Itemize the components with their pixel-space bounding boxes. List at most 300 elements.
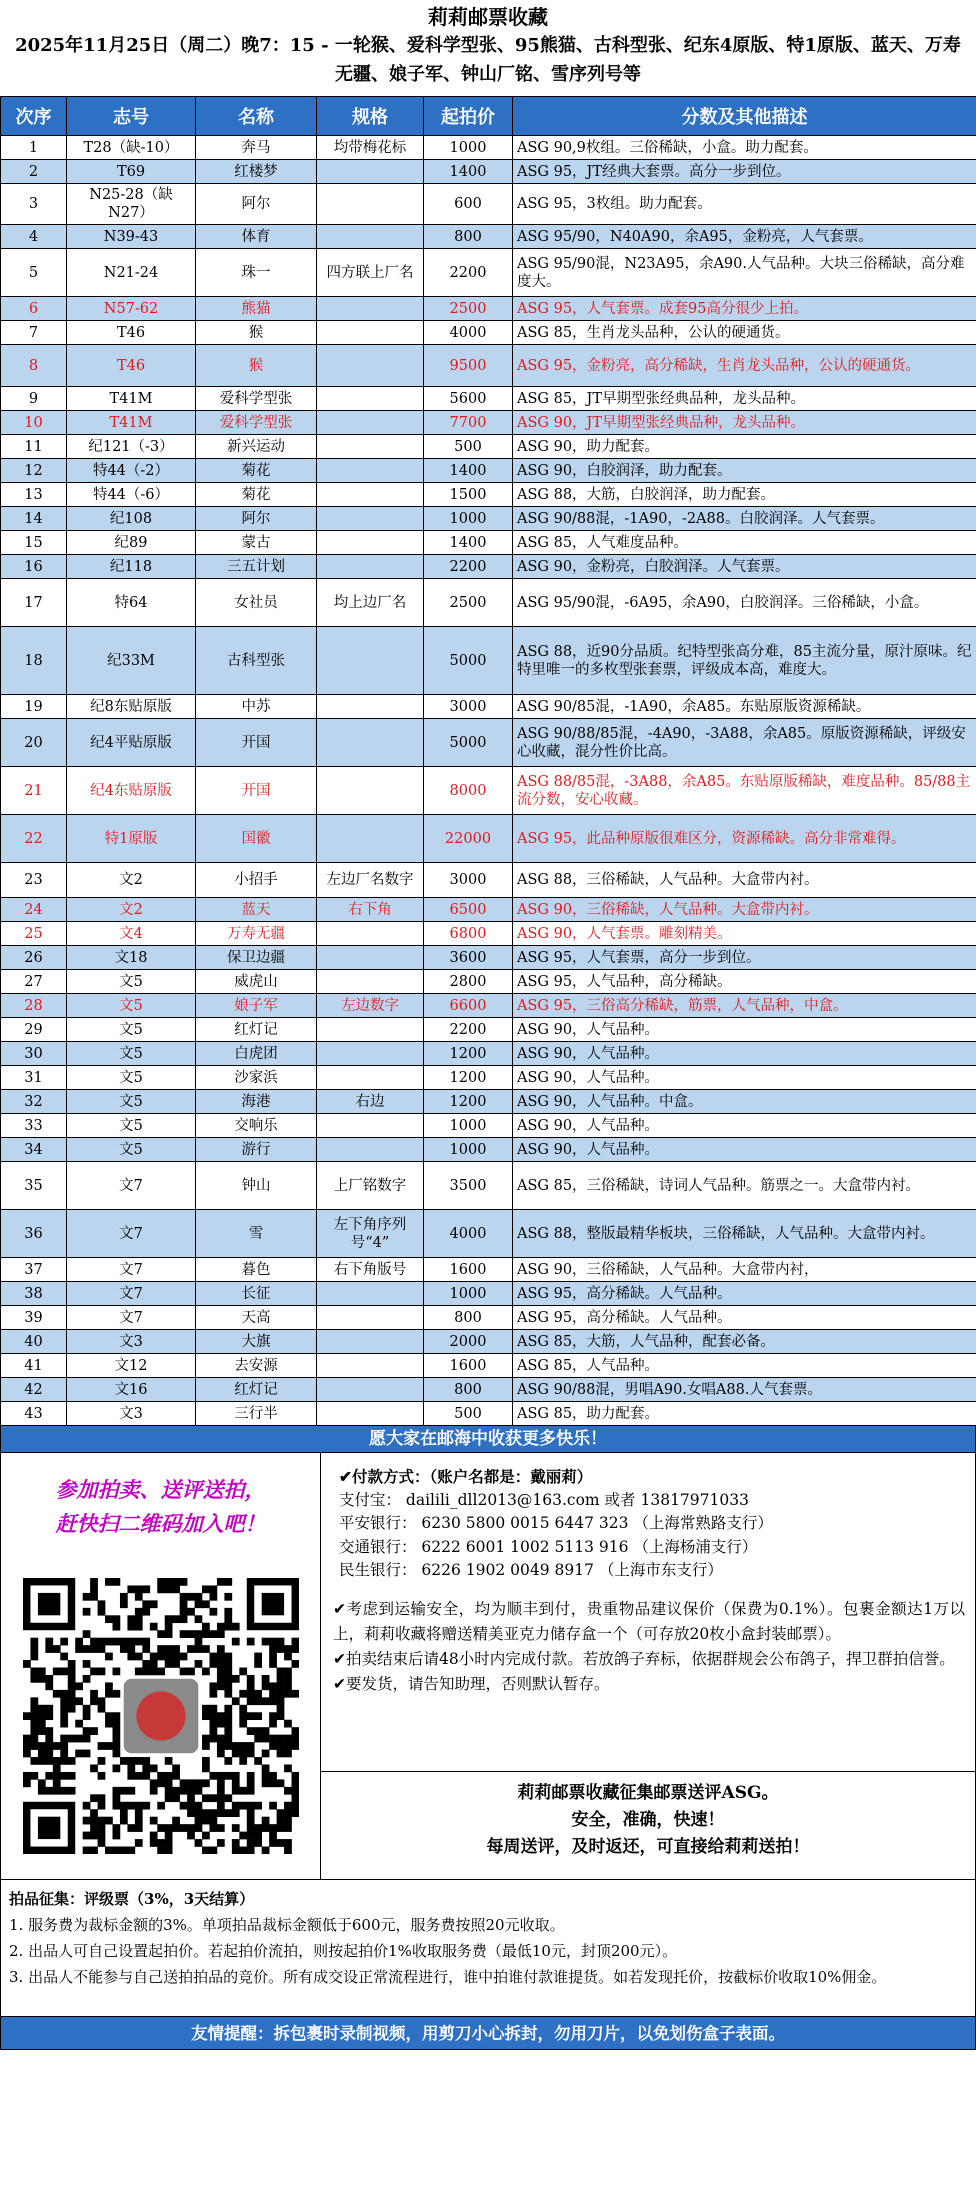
lot-no: 20: [1, 719, 67, 767]
lot-code: 文5: [67, 1090, 196, 1114]
lot-desc: ASG 95，人气套票，高分一步到位。: [513, 946, 976, 970]
lot-spec: [317, 815, 424, 863]
lot-code: 纪8东贴原版: [67, 695, 196, 719]
table-row: [1, 579, 976, 627]
lot-spec: 右下角: [317, 898, 424, 922]
lot-spec: [317, 767, 424, 815]
lot-code: 特44（-6）: [67, 483, 196, 507]
lot-desc: ASG 85，助力配套。: [513, 1402, 976, 1426]
lot-spec: [317, 1330, 424, 1354]
lot-desc: ASG 95/90混，N23A95，余A90.人气品种。大块三俗稀缺，高分难度大。: [513, 249, 976, 297]
table-row: [1, 136, 976, 160]
lot-price: 4000: [424, 1210, 513, 1258]
table-row: [1, 160, 976, 184]
lot-name: 雪: [196, 1210, 317, 1258]
auction-description: 2025年11月25日（周二）晚7：15 - 一轮猴、爱科学型张、95熊猫、古科型张、纪东4原版、特1原版、蓝天、万寿无疆、娘子军、钟山厂铭、雪序列号等: [15, 35, 961, 85]
lot-spec: [317, 1018, 424, 1042]
lot-code: 文7: [67, 1258, 196, 1282]
table-row: [1, 863, 976, 898]
lot-desc: ASG 95，人气套票。成套95高分很少上拍。: [513, 297, 976, 321]
lot-spec: [317, 297, 424, 321]
lot-name: 红楼梦: [196, 160, 317, 184]
promo-line-2: 安全，准确，快速！: [571, 1810, 725, 1830]
lot-name: 红灯记: [196, 1378, 317, 1402]
lot-price: 3500: [424, 1162, 513, 1210]
lot-no: 14: [1, 507, 67, 531]
lot-desc: ASG 95，三俗高分稀缺，筋票，人气品种，中盒。: [513, 994, 976, 1018]
lot-spec: [317, 1066, 424, 1090]
friendly-reminder: 友情提醒：拆包裹时录制视频，用剪刀小心拆封，勿用刀片，以免划伤盒子表面。: [0, 2017, 976, 2050]
consign-term-1: 1. 服务费为裁标金额的3%。单项拍品裁标金额低于600元，服务费按照20元收取。: [9, 1916, 565, 1934]
lot-code: 文2: [67, 863, 196, 898]
table-row: [1, 1330, 976, 1354]
lot-name: 体育: [196, 225, 317, 249]
lot-name: 小招手: [196, 863, 317, 898]
lot-code: 文5: [67, 1018, 196, 1042]
join-line-2: 赶快扫二维码加入吧！: [55, 1511, 266, 1536]
lot-price: 1600: [424, 1258, 513, 1282]
lot-no: 22: [1, 815, 67, 863]
promo-line-1: 莉莉邮票收藏征集邮票送评ASG。: [517, 1783, 779, 1803]
lot-code: T69: [67, 160, 196, 184]
lot-desc: ASG 90/88/85混，-4A90，-3A88，余A85。原版资源稀缺，评级安心收藏，混分性价比高。: [513, 719, 976, 767]
lot-code: 纪118: [67, 555, 196, 579]
lot-desc: ASG 90，人气品种。: [513, 1042, 976, 1066]
lot-price: 1000: [424, 136, 513, 160]
lot-desc: ASG 90，JT早期型张经典品种，龙头品种。: [513, 411, 976, 435]
lot-desc: ASG 90/88混，-1A90，-2A88。白胶润泽。人气套票。: [513, 507, 976, 531]
lot-desc: ASG 90，白胶润泽，助力配套。: [513, 459, 976, 483]
lot-code: 文7: [67, 1306, 196, 1330]
lot-desc: ASG 95，金粉亮，高分稀缺，生肖龙头品种，公认的硬通货。: [513, 345, 976, 387]
lot-price: 800: [424, 225, 513, 249]
lot-no: 42: [1, 1378, 67, 1402]
lot-spec: [317, 459, 424, 483]
lot-code: T46: [67, 345, 196, 387]
lot-price: 2200: [424, 555, 513, 579]
table-row: [1, 411, 976, 435]
lot-spec: [317, 435, 424, 459]
lot-price: 1000: [424, 1138, 513, 1162]
lot-no: 24: [1, 898, 67, 922]
lot-no: 6: [1, 297, 67, 321]
lot-no: 34: [1, 1138, 67, 1162]
lot-desc: ASG 88，整版最精华板块，三俗稀缺，人气品种。大盒带内衬。: [513, 1210, 976, 1258]
lot-code: T28（缺-10）: [67, 136, 196, 160]
lot-no: 4: [1, 225, 67, 249]
lot-name: 女社员: [196, 579, 317, 627]
lot-price: 800: [424, 1306, 513, 1330]
lot-spec: 右下角版号: [317, 1258, 424, 1282]
note-shipping: ✔考虑到运输安全，均为顺丰到付，贵重物品建议保价（保费为0.1%）。包裹金额达1万以上，莉莉收藏将赠送精美亚克力储存盒一个（可存放20枚小盒封装邮票）。: [333, 1599, 965, 1643]
lot-spec: [317, 719, 424, 767]
table-row: [1, 1138, 976, 1162]
lot-spec: 均上边厂名: [317, 579, 424, 627]
lot-no: 15: [1, 531, 67, 555]
table-row: [1, 531, 976, 555]
lot-no: 19: [1, 695, 67, 719]
lot-no: 37: [1, 1258, 67, 1282]
lot-price: 500: [424, 1402, 513, 1426]
lot-desc: ASG 90/88混，男唱A90.女唱A88.人气套票。: [513, 1378, 976, 1402]
lot-no: 32: [1, 1090, 67, 1114]
lot-price: 1400: [424, 160, 513, 184]
lot-name: 三五计划: [196, 555, 317, 579]
lot-desc: ASG 90/85混，-1A90，余A85。东贴原版资源稀缺。: [513, 695, 976, 719]
lot-price: 5000: [424, 719, 513, 767]
well-wishes-banner: 愿大家在邮海中收获更多快乐！: [0, 1426, 976, 1453]
lot-code: N39-43: [67, 225, 196, 249]
lot-price: 6600: [424, 994, 513, 1018]
lot-spec: 右边: [317, 1090, 424, 1114]
lot-name: 娘子军: [196, 994, 317, 1018]
lot-desc: ASG 85，三俗稀缺，诗词人气品种。筋票之一。大盒带内衬。: [513, 1162, 976, 1210]
lot-price: 6800: [424, 922, 513, 946]
lot-desc: ASG 85，大筋，人气品种，配套必备。: [513, 1330, 976, 1354]
lot-spec: [317, 1042, 424, 1066]
lot-name: 中苏: [196, 695, 317, 719]
table-header-row: [1, 97, 976, 136]
lot-name: 开国: [196, 767, 317, 815]
lot-spec: [317, 555, 424, 579]
lot-desc: ASG 95，高分稀缺。人气品种。: [513, 1282, 976, 1306]
lot-price: 3600: [424, 946, 513, 970]
lot-spec: 左边数字: [317, 994, 424, 1018]
lot-code: N57-62: [67, 297, 196, 321]
lot-desc: ASG 85，生肖龙头品种，公认的硬通货。: [513, 321, 976, 345]
lot-no: 9: [1, 387, 67, 411]
lot-price: 1200: [424, 1066, 513, 1090]
lot-spec: [317, 531, 424, 555]
lot-code: 文5: [67, 1138, 196, 1162]
lot-name: 猴: [196, 321, 317, 345]
table-row: [1, 483, 976, 507]
lot-code: 文5: [67, 1114, 196, 1138]
table-row: [1, 1354, 976, 1378]
lot-no: 40: [1, 1330, 67, 1354]
col-header-spec: 规格: [317, 97, 424, 136]
lot-name: 古科型张: [196, 627, 317, 695]
lot-no: 1: [1, 136, 67, 160]
payment-bocom-bank: 交通银行： 6222 6001 1002 5113 916 （上海杨浦支行）: [339, 1537, 758, 1556]
table-row: [1, 1066, 976, 1090]
lot-spec: [317, 1306, 424, 1330]
table-row: [1, 970, 976, 994]
lot-price: 1200: [424, 1042, 513, 1066]
lot-spec: [317, 627, 424, 695]
table-row: [1, 627, 976, 695]
lot-price: 3000: [424, 695, 513, 719]
col-header-desc: 分数及其他描述: [513, 97, 976, 136]
table-row: [1, 1306, 976, 1330]
lot-spec: [317, 1378, 424, 1402]
table-row: [1, 435, 976, 459]
join-column: [1, 1453, 321, 1879]
lot-spec: [317, 1354, 424, 1378]
lot-name: 保卫边疆: [196, 946, 317, 970]
lot-code: 文18: [67, 946, 196, 970]
lot-code: 文5: [67, 1042, 196, 1066]
table-row: [1, 1018, 976, 1042]
lot-spec: [317, 483, 424, 507]
table-row: [1, 507, 976, 531]
lot-spec: [317, 507, 424, 531]
lot-spec: [317, 184, 424, 225]
lot-no: 3: [1, 184, 67, 225]
lot-code: 纪89: [67, 531, 196, 555]
lot-code: 纪4平贴原版: [67, 719, 196, 767]
table-row: [1, 321, 976, 345]
lot-spec: [317, 411, 424, 435]
lot-price: 800: [424, 1378, 513, 1402]
lot-no: 31: [1, 1066, 67, 1090]
lot-name: 新兴运动: [196, 435, 317, 459]
lot-name: 菊花: [196, 459, 317, 483]
lot-no: 21: [1, 767, 67, 815]
col-header-no: 次序: [1, 97, 67, 136]
lot-name: 海港: [196, 1090, 317, 1114]
lot-name: 长征: [196, 1282, 317, 1306]
lot-desc: ASG 90，人气品种。: [513, 1018, 976, 1042]
lot-desc: ASG 95，高分稀缺。人气品种。: [513, 1306, 976, 1330]
lot-desc: ASG 90，助力配套。: [513, 435, 976, 459]
lot-no: 26: [1, 946, 67, 970]
lot-price: 2500: [424, 297, 513, 321]
lot-price: 7700: [424, 411, 513, 435]
lot-price: 1400: [424, 531, 513, 555]
col-header-code: 志号: [67, 97, 196, 136]
lot-code: N25-28（缺N27）: [67, 184, 196, 225]
lot-price: 3000: [424, 863, 513, 898]
lot-price: 2200: [424, 249, 513, 297]
info-section: [0, 1453, 976, 1879]
table-row: [1, 767, 976, 815]
payment-pingan-bank: 平安银行： 6230 5800 0015 6447 323 （上海常熟路支行）: [339, 1514, 773, 1532]
lot-price: 1000: [424, 1282, 513, 1306]
lot-code: 文3: [67, 1402, 196, 1426]
lot-desc: ASG 95/90混，-6A95，余A90，白胶润泽。三俗稀缺，小盒。: [513, 579, 976, 627]
lot-name: 爱科学型张: [196, 411, 317, 435]
lot-no: 33: [1, 1114, 67, 1138]
lot-price: 2500: [424, 579, 513, 627]
lot-code: T41M: [67, 387, 196, 411]
lot-code: 文3: [67, 1330, 196, 1354]
lot-no: 29: [1, 1018, 67, 1042]
lot-spec: 均带梅花标: [317, 136, 424, 160]
table-row: [1, 922, 976, 946]
lot-no: 16: [1, 555, 67, 579]
lot-spec: [317, 1138, 424, 1162]
lot-spec: [317, 946, 424, 970]
lot-name: 红灯记: [196, 1018, 317, 1042]
lot-price: 4000: [424, 321, 513, 345]
payment-info: [321, 1453, 975, 1583]
lot-price: 22000: [424, 815, 513, 863]
lot-name: 菊花: [196, 483, 317, 507]
lot-price: 1500: [424, 483, 513, 507]
table-row: [1, 695, 976, 719]
lot-code: 纪33M: [67, 627, 196, 695]
lot-code: 文5: [67, 994, 196, 1018]
lot-price: 2000: [424, 1330, 513, 1354]
lot-spec: [317, 695, 424, 719]
lot-name: 威虎山: [196, 970, 317, 994]
lot-code: 文7: [67, 1282, 196, 1306]
lot-desc: ASG 85，人气品种。: [513, 1354, 976, 1378]
lot-spec: 左边厂名数字: [317, 863, 424, 898]
lot-name: 国徽: [196, 815, 317, 863]
lot-spec: [317, 387, 424, 411]
lot-name: 去安源: [196, 1354, 317, 1378]
lot-no: 11: [1, 435, 67, 459]
payment-minsheng-bank: 民生银行： 6226 1902 0049 8917 （上海市东支行）: [339, 1561, 723, 1579]
lot-code: 特44（-2）: [67, 459, 196, 483]
col-header-name: 名称: [196, 97, 317, 136]
lot-no: 5: [1, 249, 67, 297]
table-row: [1, 345, 976, 387]
lot-code: 文7: [67, 1162, 196, 1210]
lot-desc: ASG 88/85混，-3A88，余A85。东贴原版稀缺，难度品种。85/88主流分数，安心收藏。: [513, 767, 976, 815]
table-row: [1, 1402, 976, 1426]
lot-no: 35: [1, 1162, 67, 1210]
lot-spec: 上厂铭数字: [317, 1162, 424, 1210]
lot-no: 25: [1, 922, 67, 946]
lot-code: 文5: [67, 970, 196, 994]
lot-name: 蒙古: [196, 531, 317, 555]
table-row: [1, 815, 976, 863]
lot-no: 12: [1, 459, 67, 483]
lot-desc: ASG 90，人气品种。: [513, 1138, 976, 1162]
lot-price: 500: [424, 435, 513, 459]
table-row: [1, 225, 976, 249]
lot-no: 43: [1, 1402, 67, 1426]
lot-name: 万寿无疆: [196, 922, 317, 946]
lot-no: 28: [1, 994, 67, 1018]
table-row: [1, 249, 976, 297]
lot-spec: [317, 922, 424, 946]
lot-desc: ASG 88，近90分品质。纪特型张高分难，85主流分量，原汁原味。纪特里唯一的多枚型张套票，评级成本高，难度大。: [513, 627, 976, 695]
table-row: [1, 719, 976, 767]
lot-spec: [317, 160, 424, 184]
lot-spec: [317, 321, 424, 345]
lot-price: 1000: [424, 507, 513, 531]
lot-name: 天高: [196, 1306, 317, 1330]
qr-code-icon[interactable]: [23, 1578, 299, 1854]
lot-name: 蓝天: [196, 898, 317, 922]
lot-name: 阿尔: [196, 507, 317, 531]
lot-desc: ASG 95，人气品种，高分稀缺。: [513, 970, 976, 994]
payment-column: [321, 1453, 975, 1879]
lot-code: 纪4东贴原版: [67, 767, 196, 815]
table-row: [1, 1090, 976, 1114]
table-row: [1, 898, 976, 922]
lot-code: 文2: [67, 898, 196, 922]
lot-name: 沙家浜: [196, 1066, 317, 1090]
join-invitation: [1, 1473, 320, 1541]
lot-spec: [317, 970, 424, 994]
table-row: [1, 297, 976, 321]
lot-spec: 左下角序列号“4”: [317, 1210, 424, 1258]
col-header-price: 起拍价: [424, 97, 513, 136]
lots-table-body: [1, 136, 976, 1426]
lot-name: 爱科学型张: [196, 387, 317, 411]
lot-desc: ASG 90，人气品种。: [513, 1066, 976, 1090]
lot-no: 18: [1, 627, 67, 695]
lot-code: T46: [67, 321, 196, 345]
lot-no: 41: [1, 1354, 67, 1378]
lot-desc: ASG 90,9枚组。三俗稀缺，小盒。助力配套。: [513, 136, 976, 160]
lot-name: 交响乐: [196, 1114, 317, 1138]
lot-desc: ASG 88，三俗稀缺，人气品种。大盒带内衬。: [513, 863, 976, 898]
note-delivery: ✔要发货，请告知助理，否则默认暂存。: [333, 1674, 610, 1693]
table-row: [1, 1210, 976, 1258]
lot-no: 13: [1, 483, 67, 507]
lot-code: 纪108: [67, 507, 196, 531]
note-payment-deadline: ✔拍卖结束后请48小时内完成付款。若放鸽子弃标，依据群规会公布鸽子，捍卫群拍信誉。: [333, 1649, 955, 1668]
lot-spec: 四方联上厂名: [317, 249, 424, 297]
lot-code: 文7: [67, 1210, 196, 1258]
lot-name: 熊猫: [196, 297, 317, 321]
lot-no: 8: [1, 345, 67, 387]
lot-no: 27: [1, 970, 67, 994]
shipping-notes: [321, 1583, 975, 1697]
lots-table: [0, 96, 976, 1426]
lot-code: 文5: [67, 1066, 196, 1090]
lot-spec: [317, 1282, 424, 1306]
lot-name: 开国: [196, 719, 317, 767]
table-row: [1, 459, 976, 483]
lot-code: 文4: [67, 922, 196, 946]
lot-name: 奔马: [196, 136, 317, 160]
lot-desc: ASG 95/90，N40A90，余A95，金粉亮，人气套票。: [513, 225, 976, 249]
lot-no: 10: [1, 411, 67, 435]
lot-name: 钟山: [196, 1162, 317, 1210]
lot-code: 特1原版: [67, 815, 196, 863]
title-block: [0, 0, 976, 96]
join-line-1: 参加拍卖、送评送拍，: [55, 1477, 266, 1502]
lot-no: 17: [1, 579, 67, 627]
lot-price: 5600: [424, 387, 513, 411]
page-title: 莉莉邮票收藏: [428, 5, 548, 29]
lot-price: 6500: [424, 898, 513, 922]
lot-code: 文12: [67, 1354, 196, 1378]
payment-heading: ✔付款方式：（账户名都是：戴丽莉）: [339, 1467, 593, 1486]
lot-desc: ASG 85，JT早期型张经典品种，龙头品种。: [513, 387, 976, 411]
table-row: [1, 946, 976, 970]
lot-desc: ASG 90，人气品种。: [513, 1114, 976, 1138]
table-row: [1, 387, 976, 411]
lot-no: 7: [1, 321, 67, 345]
lot-price: 600: [424, 184, 513, 225]
payment-alipay: 支付宝： dailili_dll2013@163.com 或者 13817971033: [339, 1490, 749, 1509]
grading-promo: [321, 1771, 975, 1879]
lot-desc: ASG 90，三俗稀缺，人气品种。大盒带内衬，: [513, 1258, 976, 1282]
consignment-terms: [0, 1879, 976, 2017]
lot-desc: ASG 90，人气套票。雕刻精美。: [513, 922, 976, 946]
lot-spec: [317, 1402, 424, 1426]
lot-no: 36: [1, 1210, 67, 1258]
table-row: [1, 1378, 976, 1402]
lot-desc: ASG 90，三俗稀缺，人气品种。大盒带内衬。: [513, 898, 976, 922]
table-row: [1, 555, 976, 579]
consign-term-2: 2. 出品人可自己设置起拍价。若起拍价流拍，则按起拍价1%收取服务费（最低10元，封顶200元）。: [9, 1942, 678, 1960]
table-row: [1, 1282, 976, 1306]
lot-name: 阿尔: [196, 184, 317, 225]
table-row: [1, 184, 976, 225]
lot-code: N21-24: [67, 249, 196, 297]
table-row: [1, 994, 976, 1018]
table-row: [1, 1114, 976, 1138]
